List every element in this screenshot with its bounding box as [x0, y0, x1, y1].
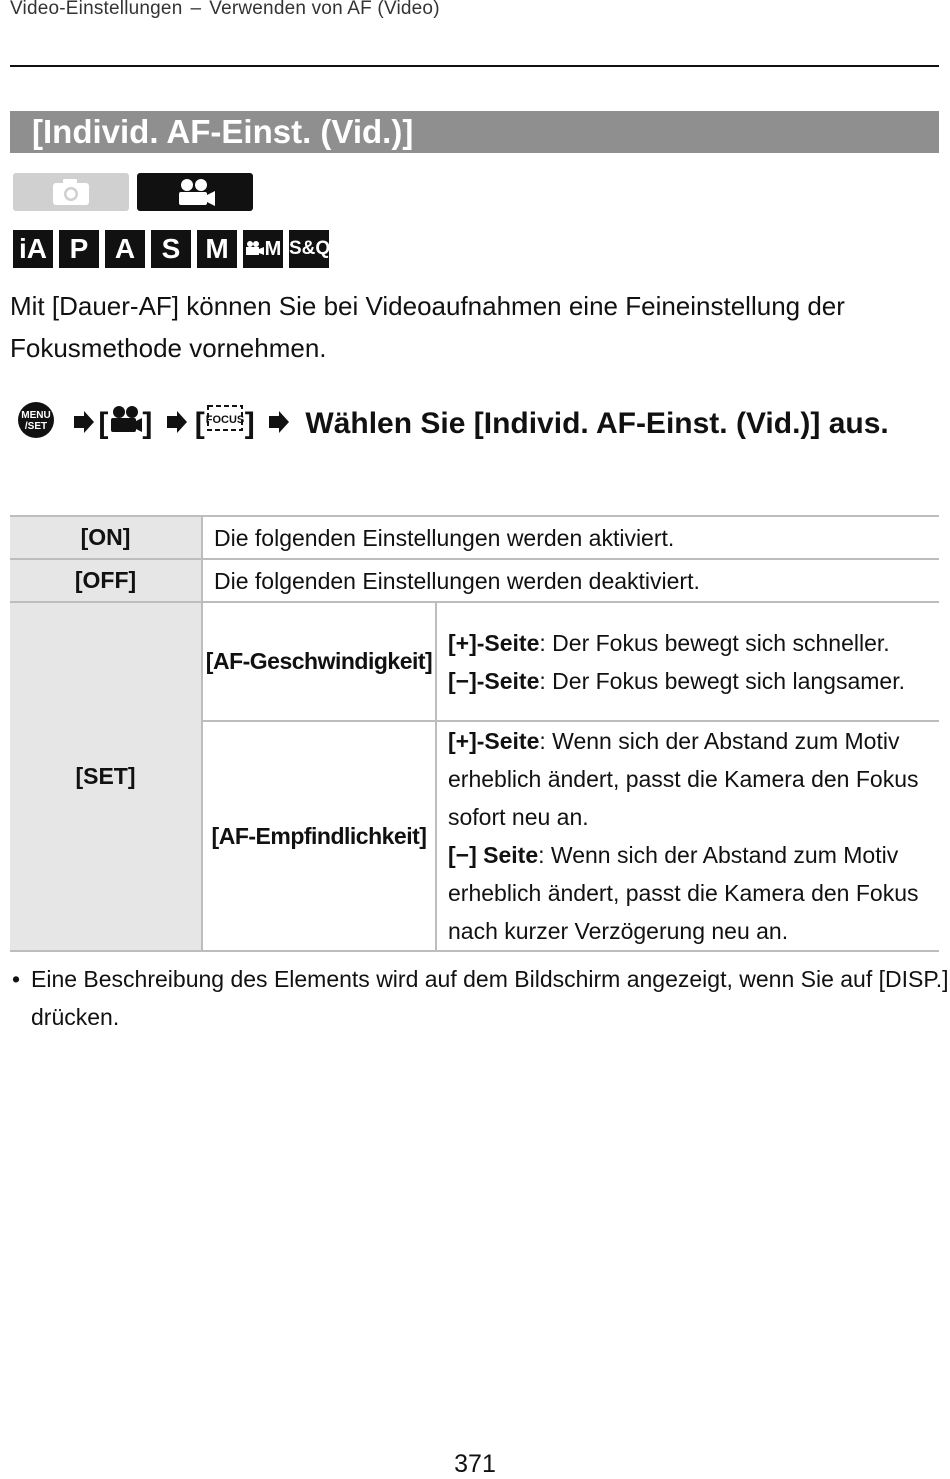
- page-title: [Individ. AF-Einst. (Vid.)]: [10, 111, 939, 153]
- mode-badge-creative-video-label: M: [264, 238, 282, 260]
- mode-badge-ia: iA: [13, 230, 53, 268]
- sub-option-af-sensitivity: [AF-Empfindlichkeit]: [202, 721, 436, 951]
- breadcrumb: [10, 0, 440, 20]
- minus-side-label: [−] Seite: [448, 842, 539, 868]
- movie-camera-small-icon: [245, 240, 265, 256]
- video-menu-icon: [108, 402, 142, 448]
- sub-option-af-speed-description: [436, 602, 939, 721]
- menu-set-icon: [10, 398, 56, 452]
- plus-side-text: : Wenn sich der Abstand zum Motiv erheblich ändert, passt die Kamera den Fokus sofort neu an.: [448, 728, 919, 830]
- option-value-off: Die folgenden Einstellungen werden deaktiviert.: [202, 559, 939, 602]
- breadcrumb-subsection: Verwenden von AF (Video): [209, 0, 440, 19]
- plus-side-label: [+]-Seite: [448, 629, 540, 656]
- breadcrumb-separator: –: [190, 0, 202, 19]
- option-key-on: [ON]: [10, 516, 202, 559]
- option-key-set: [SET]: [10, 602, 202, 951]
- breadcrumb-section: Video-Einstellungen: [10, 0, 183, 19]
- plus-side-label: [+]-Seite: [448, 728, 540, 754]
- svg-text:/SET: /SET: [24, 421, 48, 432]
- table-row: [10, 602, 939, 721]
- camera-icon: [13, 173, 129, 211]
- mode-badge-m: M: [197, 230, 237, 268]
- table-row: [10, 516, 939, 559]
- movie-camera-icon: [137, 173, 253, 211]
- plus-side-text: : Der Fokus bewegt sich schneller.: [539, 629, 890, 656]
- settings-table: [10, 515, 939, 952]
- bracket-close: ]: [142, 406, 153, 440]
- mode-badge-creative-video: [243, 230, 283, 268]
- video-mode-indicator: [137, 173, 253, 211]
- bullet-icon: •: [12, 966, 21, 992]
- note-text: Eine Beschreibung des Elements wird auf dem Bildschirm angezeigt, wenn Sie auf [DISP.] drücken.: [31, 966, 949, 1030]
- mode-badge-a: A: [105, 230, 145, 268]
- bracket-open: [: [194, 406, 205, 440]
- table-row: [10, 559, 939, 602]
- svg-text:MENU: MENU: [21, 410, 51, 421]
- page-number: 371: [454, 1450, 496, 1478]
- mode-badge-p: P: [59, 230, 99, 268]
- minus-side-text: : Wenn sich der Abstand zum Motiv erheblich ändert, passt die Kamera den Fokus nach kurzer Verzögerung neu an.: [448, 842, 919, 944]
- arrow-icon: [161, 402, 195, 448]
- arrow-icon: [64, 402, 98, 448]
- menu-path-instruction: Wählen Sie [Individ. AF-Einst. (Vid.)] aus.: [305, 406, 889, 440]
- bracket-close: ]: [244, 406, 255, 440]
- option-key-off: [OFF]: [10, 559, 202, 602]
- bracket-open: [: [98, 406, 109, 440]
- sub-option-af-sensitivity-description: [436, 721, 939, 951]
- note: [12, 960, 950, 1036]
- minus-side-label: [−]-Seite: [448, 667, 540, 694]
- focus-menu-icon: [205, 401, 245, 449]
- photo-mode-indicator: [13, 173, 129, 211]
- mode-badge-s: S: [151, 230, 191, 268]
- header-divider: [10, 65, 939, 67]
- option-value-on: Die folgenden Einstellungen werden aktiviert.: [202, 516, 939, 559]
- svg-text:FOCUS: FOCUS: [205, 414, 244, 426]
- minus-side-text: : Der Fokus bewegt sich langsamer.: [539, 667, 905, 694]
- intro-text: Mit [Dauer-AF] können Sie bei Videoaufnahmen eine Feineinstellung der Fokusmethode vornehmen.: [10, 291, 845, 363]
- arrow-icon: [263, 402, 297, 448]
- mode-badge-sq: S&Q: [289, 230, 329, 268]
- menu-path: [10, 398, 940, 452]
- sub-option-af-speed: [AF-Geschwindigkeit]: [202, 602, 436, 721]
